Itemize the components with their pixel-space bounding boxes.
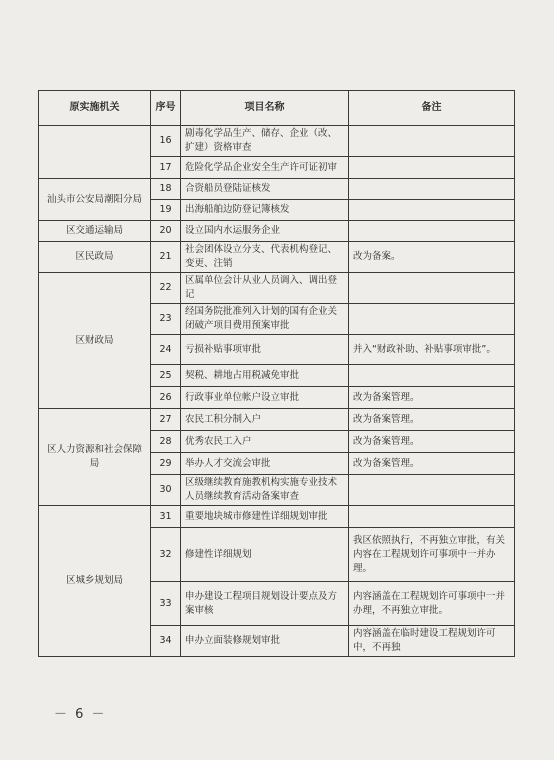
header-number: 序号 <box>151 91 181 126</box>
note-cell <box>349 179 515 200</box>
item-cell: 区属单位会计从业人员调入、调出登记 <box>181 273 349 304</box>
number-cell: 33 <box>151 582 181 626</box>
item-cell: 出海船舶边防登记簿核发 <box>181 200 349 221</box>
item-cell: 重要地块城市修建性详细规划审批 <box>181 506 349 528</box>
number-cell: 21 <box>151 242 181 273</box>
note-cell: 改为备案管理。 <box>349 431 515 453</box>
table-row <box>39 126 515 157</box>
item-cell: 危险化学品企业安全生产许可证初审 <box>181 157 349 179</box>
item-cell: 社会团体设立分支、代表机构登记、变更、注销 <box>181 242 349 273</box>
page-number: － 6 － <box>54 707 107 722</box>
item-cell: 农民工积分制入户 <box>181 409 349 431</box>
item-cell: 优秀农民工入户 <box>181 431 349 453</box>
number-cell: 23 <box>151 304 181 335</box>
note-cell: 改为备案。 <box>349 242 515 273</box>
number-cell: 19 <box>151 200 181 221</box>
note-cell: 改为备案管理。 <box>349 409 515 431</box>
agency-cell: 区交通运输局 <box>39 221 151 242</box>
item-cell: 修建性详细规划 <box>181 528 349 582</box>
item-cell: 申办立面装修规划审批 <box>181 626 349 657</box>
item-cell: 区级继续教育施教机构实施专业技术人员继续教育活动备案审查 <box>181 475 349 506</box>
number-cell: 22 <box>151 273 181 304</box>
note-cell <box>349 475 515 506</box>
number-cell: 30 <box>151 475 181 506</box>
item-cell: 合资船员登陆证核发 <box>181 179 349 200</box>
table-row <box>39 506 515 528</box>
note-cell <box>349 221 515 242</box>
note-cell <box>349 126 515 157</box>
header-item-name: 项目名称 <box>181 91 349 126</box>
agency-cell: 区民政局 <box>39 242 151 273</box>
number-cell: 27 <box>151 409 181 431</box>
table-row <box>39 179 515 200</box>
item-cell: 经国务院批准列入计划的国有企业关闭破产项目费用预案审批 <box>181 304 349 335</box>
header-agency: 原实施机关 <box>39 91 151 126</box>
item-cell: 剧毒化学品生产、储存、企业（改、扩建）资格审查 <box>181 126 349 157</box>
note-cell: 并入“财政补助、补贴事项审批”。 <box>349 335 515 365</box>
table-header-row <box>39 91 515 126</box>
item-cell: 举办人才交流会审批 <box>181 453 349 475</box>
note-cell: 改为备案管理。 <box>349 453 515 475</box>
table-row <box>39 242 515 273</box>
item-cell: 设立国内水运服务企业 <box>181 221 349 242</box>
item-cell: 申办建设工程项目规划设计要点及方案审核 <box>181 582 349 626</box>
number-cell: 34 <box>151 626 181 657</box>
number-cell: 29 <box>151 453 181 475</box>
note-cell <box>349 157 515 179</box>
table-row <box>39 221 515 242</box>
agency-cell: 汕头市公安局潮阳分局 <box>39 179 151 221</box>
note-cell: 内容涵盖在工程规划许可事项中一并办理，不再独立审批。 <box>349 582 515 626</box>
note-cell: 改为备案管理。 <box>349 387 515 409</box>
note-cell: 内容涵盖在临时建设工程规划许可中，不再独 <box>349 626 515 657</box>
note-cell <box>349 200 515 221</box>
number-cell: 25 <box>151 365 181 387</box>
number-cell: 28 <box>151 431 181 453</box>
agency-cell: 区财政局 <box>39 273 151 409</box>
number-cell: 20 <box>151 221 181 242</box>
item-cell: 亏损补贴事项审批 <box>181 335 349 365</box>
note-cell <box>349 365 515 387</box>
number-cell: 26 <box>151 387 181 409</box>
note-cell <box>349 273 515 304</box>
note-cell <box>349 304 515 335</box>
agency-cell: 区城乡规划局 <box>39 506 151 657</box>
number-cell: 18 <box>151 179 181 200</box>
agency-cell: 区人力资源和社会保障局 <box>39 409 151 506</box>
number-cell: 16 <box>151 126 181 157</box>
agency-cell <box>39 126 151 179</box>
number-cell: 31 <box>151 506 181 528</box>
number-cell: 24 <box>151 335 181 365</box>
item-cell: 行政事业单位帐户设立审批 <box>181 387 349 409</box>
number-cell: 32 <box>151 528 181 582</box>
number-cell: 17 <box>151 157 181 179</box>
table-row <box>39 273 515 304</box>
approval-items-table <box>38 90 515 657</box>
note-cell: 我区依照执行，不再独立审批，有关内容在工程规划许可事项中一并办理。 <box>349 528 515 582</box>
header-remarks: 备注 <box>349 91 515 126</box>
table-row <box>39 409 515 431</box>
note-cell <box>349 506 515 528</box>
item-cell: 契税、耕地占用税减免审批 <box>181 365 349 387</box>
